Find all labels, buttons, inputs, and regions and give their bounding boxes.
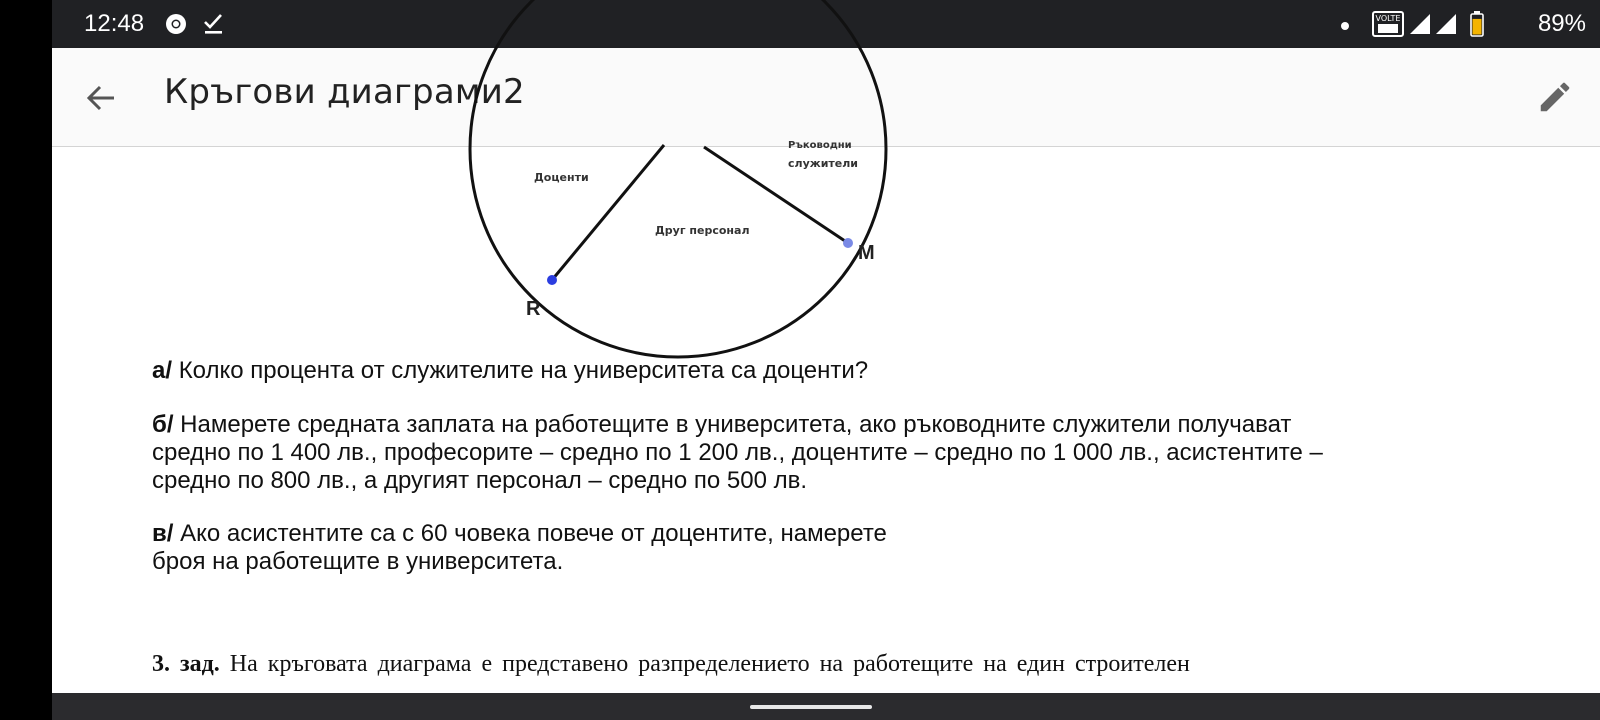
label-drug-personal: Друг персонал bbox=[655, 224, 750, 237]
arrow-back-icon bbox=[82, 78, 122, 118]
question-b-line1 bbox=[152, 411, 1291, 439]
edit-button[interactable] bbox=[1536, 78, 1574, 116]
label-point-m: M bbox=[858, 242, 875, 264]
question-a bbox=[152, 357, 868, 385]
label-point-r: R bbox=[526, 298, 541, 320]
question-c-prefix: в/ bbox=[152, 520, 174, 547]
question-a-prefix: а/ bbox=[152, 357, 173, 384]
label-rakovodni-2: служители bbox=[788, 157, 859, 170]
pie-chart-image bbox=[52, 140, 1600, 347]
question-b-line3: средно по 800 лв., а другият персонал – средно по 500 лв. bbox=[152, 467, 808, 494]
status-bar bbox=[52, 0, 1600, 48]
slice-line-r bbox=[552, 145, 664, 280]
document-page[interactable] bbox=[52, 140, 1600, 693]
label-rakovodni-1: Ръководни bbox=[788, 140, 852, 151]
app-bar bbox=[52, 48, 1600, 147]
task-3-text: На кръговата диаграма е представено разпределението на работещите на един строителен bbox=[229, 651, 1190, 677]
question-c-line2: броя на работещите в университета. bbox=[152, 548, 564, 575]
point-m bbox=[843, 238, 853, 248]
volte-icon bbox=[1372, 11, 1404, 42]
status-time: 12:48 bbox=[84, 10, 145, 37]
question-b-line2: средно по 1 400 лв., професорите – средно по 1 200 лв., доцентите – средно по 1 000 лв., асистентите – bbox=[152, 439, 1323, 466]
question-b-prefix: б/ bbox=[152, 411, 174, 438]
battery-icon bbox=[1470, 11, 1484, 42]
home-gesture-pill[interactable] bbox=[750, 705, 872, 709]
label-docenti: Доценти bbox=[534, 171, 589, 184]
back-button[interactable] bbox=[82, 78, 122, 118]
signal-icon bbox=[1408, 12, 1432, 41]
question-b-text-1: Намерете средната заплата на работещите в университета, ако ръководните служители получават bbox=[180, 411, 1292, 438]
check-download-icon bbox=[202, 12, 226, 41]
question-a-text: Колко процента от служителите на университета са доценти? bbox=[178, 357, 869, 384]
screen bbox=[52, 0, 1600, 720]
point-r bbox=[547, 275, 557, 285]
question-c-text-1: Ако асистентите са с 60 човека повече от доцентите, намерете bbox=[180, 520, 887, 547]
task-3-label: 3. зад. bbox=[152, 651, 220, 677]
dot-icon bbox=[1340, 18, 1350, 36]
document-title: Кръгови диаграми2 bbox=[164, 72, 525, 112]
chrome-icon bbox=[164, 12, 188, 41]
question-c-line1 bbox=[152, 520, 887, 548]
pencil-icon bbox=[1536, 78, 1574, 116]
battery-percent: 89% bbox=[1537, 10, 1586, 37]
navigation-bar bbox=[52, 693, 1600, 720]
signal-icon bbox=[1434, 12, 1458, 41]
volte-label: VOLTE bbox=[1375, 14, 1401, 23]
task-3-line bbox=[152, 651, 1472, 678]
